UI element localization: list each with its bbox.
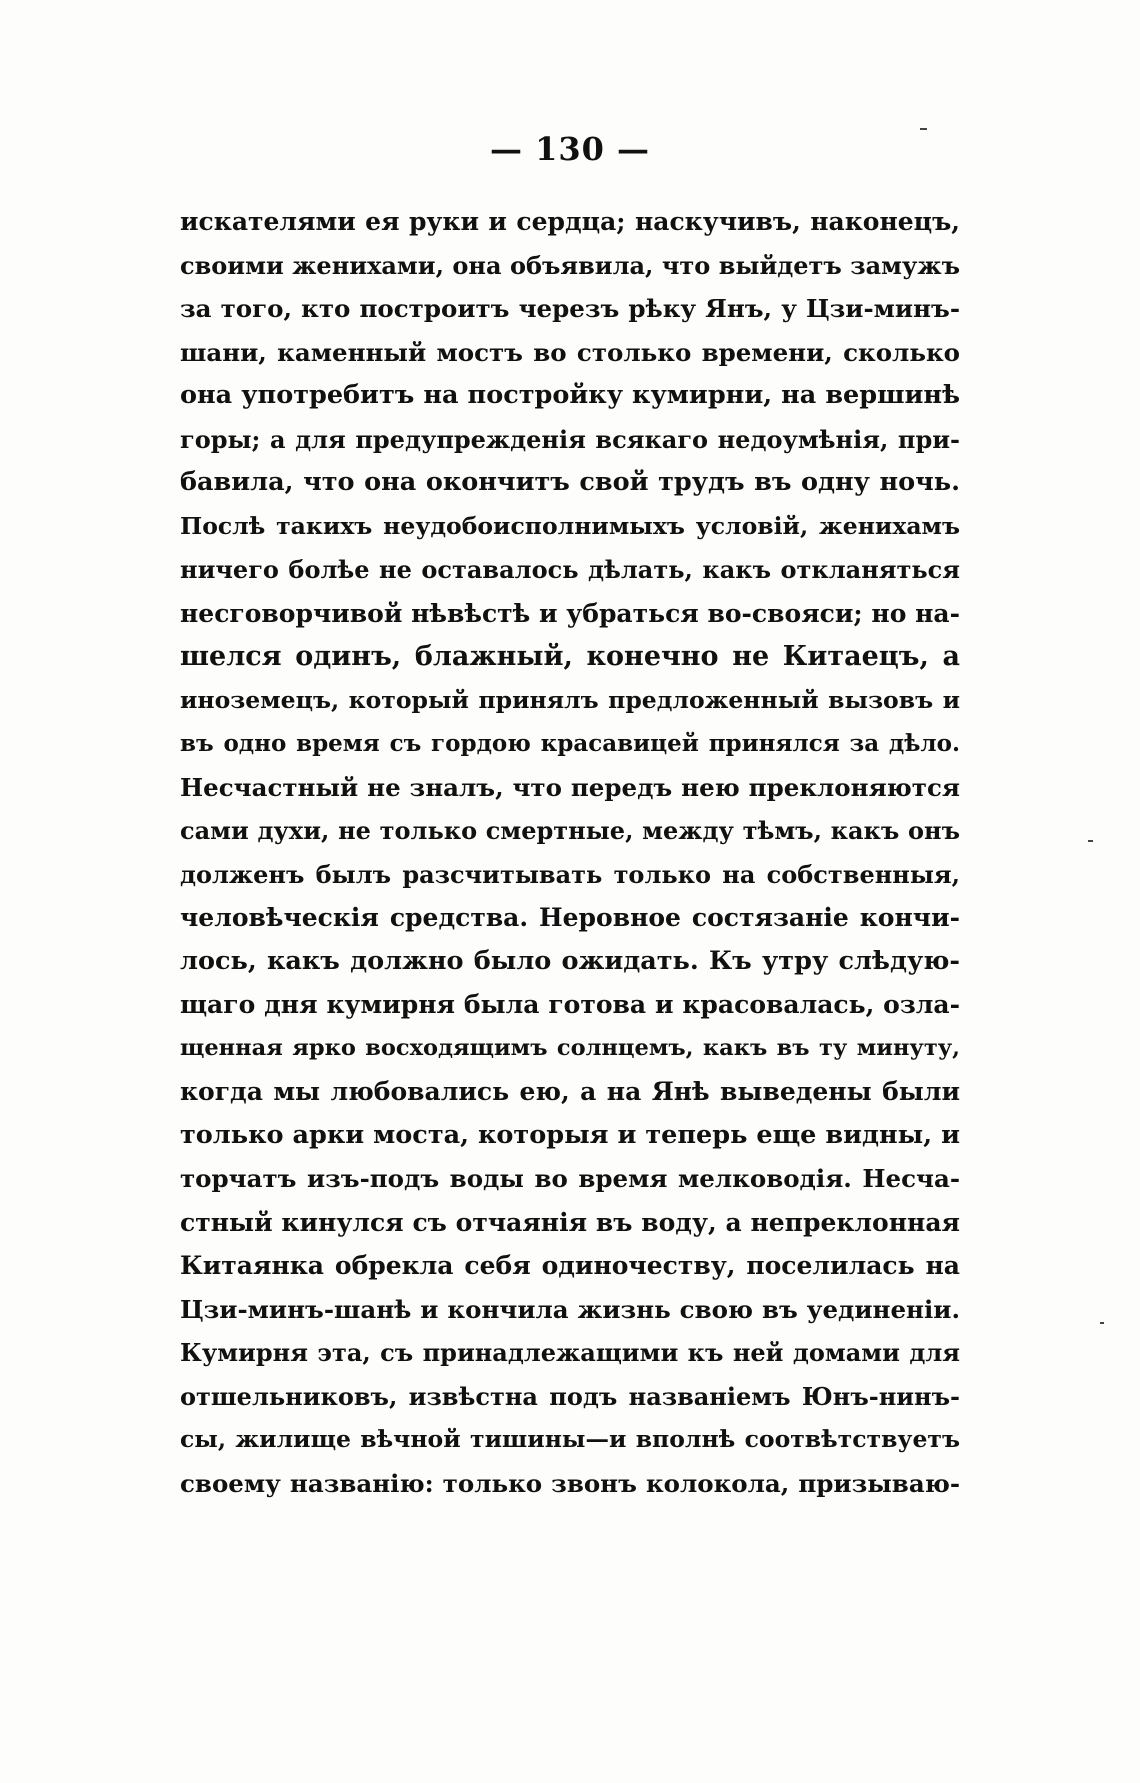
text-line: человѣческія средства. Неровное состязаніе кончи- [180, 903, 960, 932]
text-line: сами духи, не только смертные, между тѣмъ, какъ онъ [180, 816, 960, 845]
text-line: ничего болѣе не оставалось дѣлать, какъ откланяться [180, 555, 960, 584]
text-line: щаго дня кумирня была готова и красовалась, озла- [180, 990, 960, 1019]
text-line: несговорчивой нѣвѣстѣ и убраться во-свояси; но на- [180, 598, 960, 628]
text-line: Цзи-минъ-шанѣ и кончила жизнь свою въ уединеніи. [180, 1294, 960, 1324]
text-line: горы; а для предупрежденія всякаго недоумѣнія, при- [180, 424, 960, 454]
text-line: только арки моста, которыя и теперь еще видны, и [180, 1119, 960, 1150]
text-line: стный кинулся съ отчаянія въ воду, а непреклонная [180, 1207, 960, 1237]
text-line: иноземецъ, который принялъ предложенный вызовъ и [180, 685, 960, 714]
text-line: своему названію: только звонъ колокола, призываю- [180, 1468, 960, 1498]
text-line: Кумирня эта, съ принадлежащими къ ней домами для [180, 1338, 960, 1367]
text-line: лось, какъ должно было ожидать. Къ утру слѣдую- [180, 945, 960, 976]
text-line: шелся одинъ, блажный, конечно не Китаецъ, а [180, 641, 960, 672]
text-line: Китаянка обрекла себя одиночеству, поселилась на [180, 1251, 960, 1280]
scan-speck [1088, 840, 1093, 842]
text-line: торчатъ изъ-подъ воды во время мелководія. Несча- [180, 1164, 960, 1193]
text-line: искателями ея руки и сердца; наскучивъ, наконецъ, [180, 207, 960, 236]
scan-speck [920, 128, 927, 130]
text-line: долженъ былъ разсчитывать только на собственныя, [180, 859, 960, 889]
text-line: щенная ярко восходящимъ солнцемъ, какъ въ ту минуту, [180, 1034, 960, 1061]
text-line: сы, жилище вѣчной тишины—и вполнѣ соотвѣтствуетъ [180, 1425, 960, 1453]
scan-speck [1100, 1322, 1104, 1324]
text-line: своими женихами, она объявила, что выйдетъ замужъ [180, 250, 960, 280]
text-line: бавила, что она окончитъ свой трудъ въ одну ночь. [180, 467, 960, 497]
text-line: когда мы любовались ею, а на Янѣ выведены были [180, 1077, 960, 1106]
text-line: она употребитъ на постройку кумирни, на вершинѣ [180, 380, 960, 410]
body-text [180, 200, 960, 1505]
text-line: отшельниковъ, извѣстна подъ названіемъ Юнъ-нинъ- [180, 1381, 960, 1411]
text-line: за того, кто построитъ черезъ рѣку Янъ, у Цзи-минъ- [180, 294, 960, 323]
text-line: шани, каменный мостъ во столько времени, сколько [180, 337, 960, 367]
text-line: Несчастный не зналъ, что передъ нею преклоняются [180, 772, 960, 802]
text-line: Послѣ такихъ неудобоисполнимыхъ условій, женихамъ [180, 511, 960, 540]
text-line: въ одно время съ гордою красавицей принялся за дѣло. [180, 730, 960, 757]
page-number: — 130 — [489, 130, 651, 168]
